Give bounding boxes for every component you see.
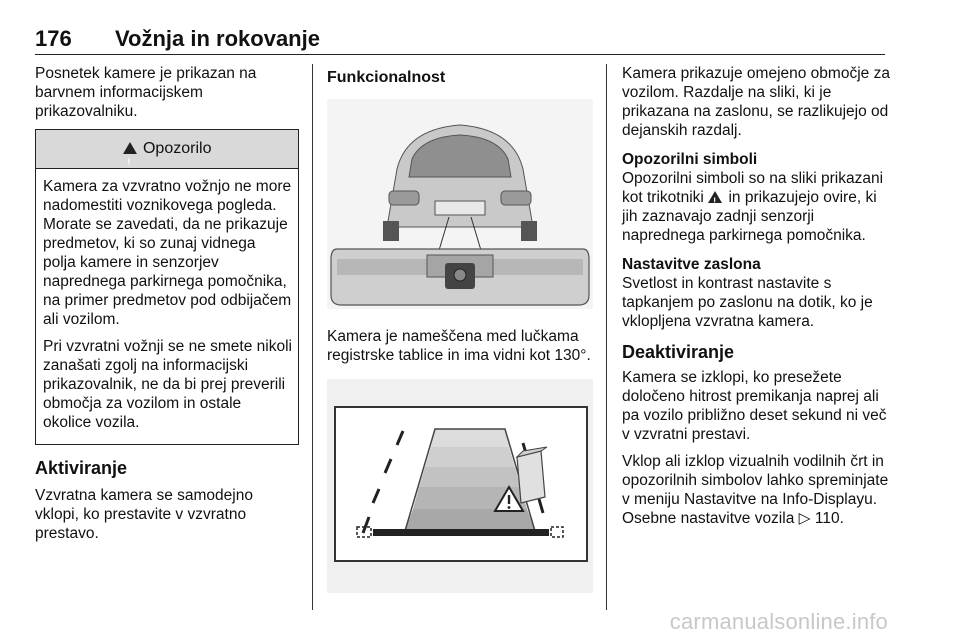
section-paragraph: Kamera se izklopi, ko presežete določeno hitrost premikanja naprej ali pa vozilo približno deset sekund ni več v vzvratni prestavi. — [622, 369, 887, 443]
page-number: 176 — [35, 26, 72, 51]
column-right — [622, 64, 890, 536]
section-paragraph: Svetlost in kontrast nastavite s tapkanjem po zaslonu na dotik, ko je vklopljena vzvratna kamera. — [622, 275, 873, 330]
warning-triangle-icon — [708, 191, 722, 203]
camera-display-illustration — [327, 379, 593, 593]
section-heading-funkcionalnost: Funkcionalnost — [327, 69, 446, 86]
warning-title: Opozorilo — [142, 140, 212, 157]
paragraph-text: Vklop ali izklop vizualnih vodilnih črt in opozorilnih simbolov lahko spreminjate v meniju Nastavitve na Info-Displayu. Osebne nastavitve vozila — [622, 453, 889, 527]
page-reference-arrow-icon: ▷ — [798, 510, 811, 527]
warning-paragraph: Kamera za vzvratno vožnjo ne more nadomestiti voznikovega pogleda. Morate se zavedati, da ne prikazuje predmetov, ki so zunaj vidnega polja kamere in senzorjev naprednega parkirnega pomočnika, na primer predmetov pod odbijačem ali vozilom. — [43, 178, 292, 328]
warning-triangle-icon — [123, 142, 137, 154]
paragraph-text: in prikazujejo ovire, ki jih zaznavajo zadnji senzorji naprednega parkirnega pomočnika. — [622, 189, 877, 244]
section-paragraph — [622, 169, 890, 245]
rear-camera-car-illustration — [327, 99, 593, 309]
subheading-nastavitve-zaslona: Nastavitve zaslona — [622, 256, 761, 273]
column-middle — [327, 64, 593, 593]
column-divider — [312, 64, 313, 610]
warning-box — [35, 129, 299, 445]
subheading-opozorilni-simboli: Opozorilni simboli — [622, 151, 758, 168]
intro-paragraph: Kamera prikazuje omejeno območje za vozilom. Razdalje na sliki, ki je prikazana na zaslonu, se razlikujejo od dejanskih razdalj. — [622, 65, 890, 139]
intro-paragraph: Posnetek kamere je prikazan na barvnem informacijskem prikazovalniku. — [35, 65, 257, 120]
page-header — [35, 26, 885, 55]
column-divider — [606, 64, 607, 610]
section-paragraph: Vzvratna kamera se samodejno vklopi, ko prestavite v vzvratno prestavo. — [35, 487, 253, 542]
page-reference-link[interactable]: 110. — [814, 510, 844, 527]
warning-header — [36, 130, 298, 169]
section-heading-aktiviranje: Aktiviranje — [35, 458, 128, 478]
section-paragraph — [622, 452, 890, 528]
warning-body — [36, 169, 298, 444]
chapter-title: Vožnja in rokovanje — [115, 26, 320, 51]
figure-caption: Kamera je nameščena med lučkama registrske tablice in ima vidni kot 130°. — [327, 328, 591, 364]
watermark: carmanualsonline.info — [669, 609, 888, 634]
section-heading-deaktiviranje: Deaktiviranje — [622, 342, 735, 362]
column-left — [35, 64, 299, 551]
paragraph-text: Opozorilni simboli so na sliki prikazani kot trikotniki — [622, 170, 884, 206]
warning-paragraph: Pri vzvratni vožnji se ne smete nikoli zanašati zgolj na informacijski prikazovalnik, ne da bi prej preverili območja za vozilom in ostale okolice vozila. — [43, 338, 292, 431]
